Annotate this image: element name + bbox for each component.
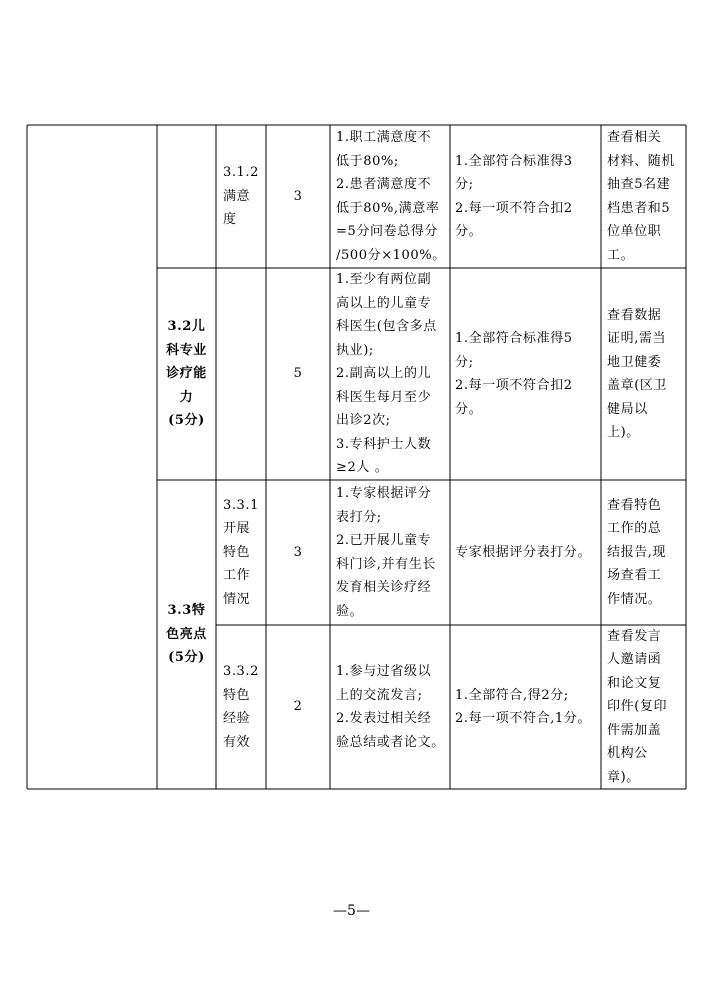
row2-standard: 1.至少有两位副 高以上的儿童专 科医生(包含多点 执业); 2.副高以上的儿 科医生每月至少 出诊2次; 3.专科护士人数 ≥2人 。 [336, 272, 437, 476]
row4-standard: 1.参与过省级以 上的交流发言; 2.发表过相关经 验总结或者论文。 [336, 664, 445, 750]
row3-sub-item: 3.3.1 开展 特色 工作 情况 [222, 497, 260, 607]
row3-evidence: 查看特色 工作的总 结报告,现 场查看工 作情况。 [607, 497, 667, 607]
row1-score: 3 [293, 188, 303, 204]
row4-sub-item: 3.3.2 特色 经验 有效 [222, 664, 260, 750]
row1-evidence: 查看相关 材料、随机 抽查5名建 档患者和5 位单位职 工。 [607, 130, 676, 263]
row2-score: 5 [293, 366, 303, 382]
row1-method: 1.全部符合标准得3 分; 2.每一项不符合扣2 分。 [455, 153, 573, 239]
row4-evidence: 查看发言 人邀请函 和论文复 印件(复印 件需加盖 机构公 章)。 [607, 628, 668, 785]
row2-item: 3.2儿 科专业 诊疗能 力 (5分) [166, 319, 207, 429]
row3-method: 专家根据评分表打分。 [455, 544, 592, 560]
row1-standard: 1.职工满意度不 低于80%; 2.患者满意度不 低于80%,满意率 =5分问卷总得分 /500分×100%。 [336, 130, 446, 263]
row2-evidence: 查看数据 证明,需当 地卫健委 盖章(区卫 健局以 上)。 [607, 307, 668, 440]
row4-score: 2 [293, 699, 303, 715]
row4-method: 1.全部符合,得2分; 2.每一项不符合,1分。 [455, 687, 592, 726]
row3-score: 3 [293, 544, 303, 560]
row2-sub-item [216, 268, 266, 480]
row3-merged-item: 3.3特 色亮点 (5分) [166, 603, 207, 666]
row3-standard: 1.专家根据评分 表打分; 2.已开展儿童专 科门诊,并有生长 发育相关诊疗经 验。 [336, 486, 436, 619]
row2-method: 1.全部符合标准得5 分; 2.每一项不符合扣2 分。 [455, 331, 573, 417]
page-number: —5— [333, 903, 370, 919]
row1-sub-item: 3.1.2 满意 度 [222, 165, 260, 228]
